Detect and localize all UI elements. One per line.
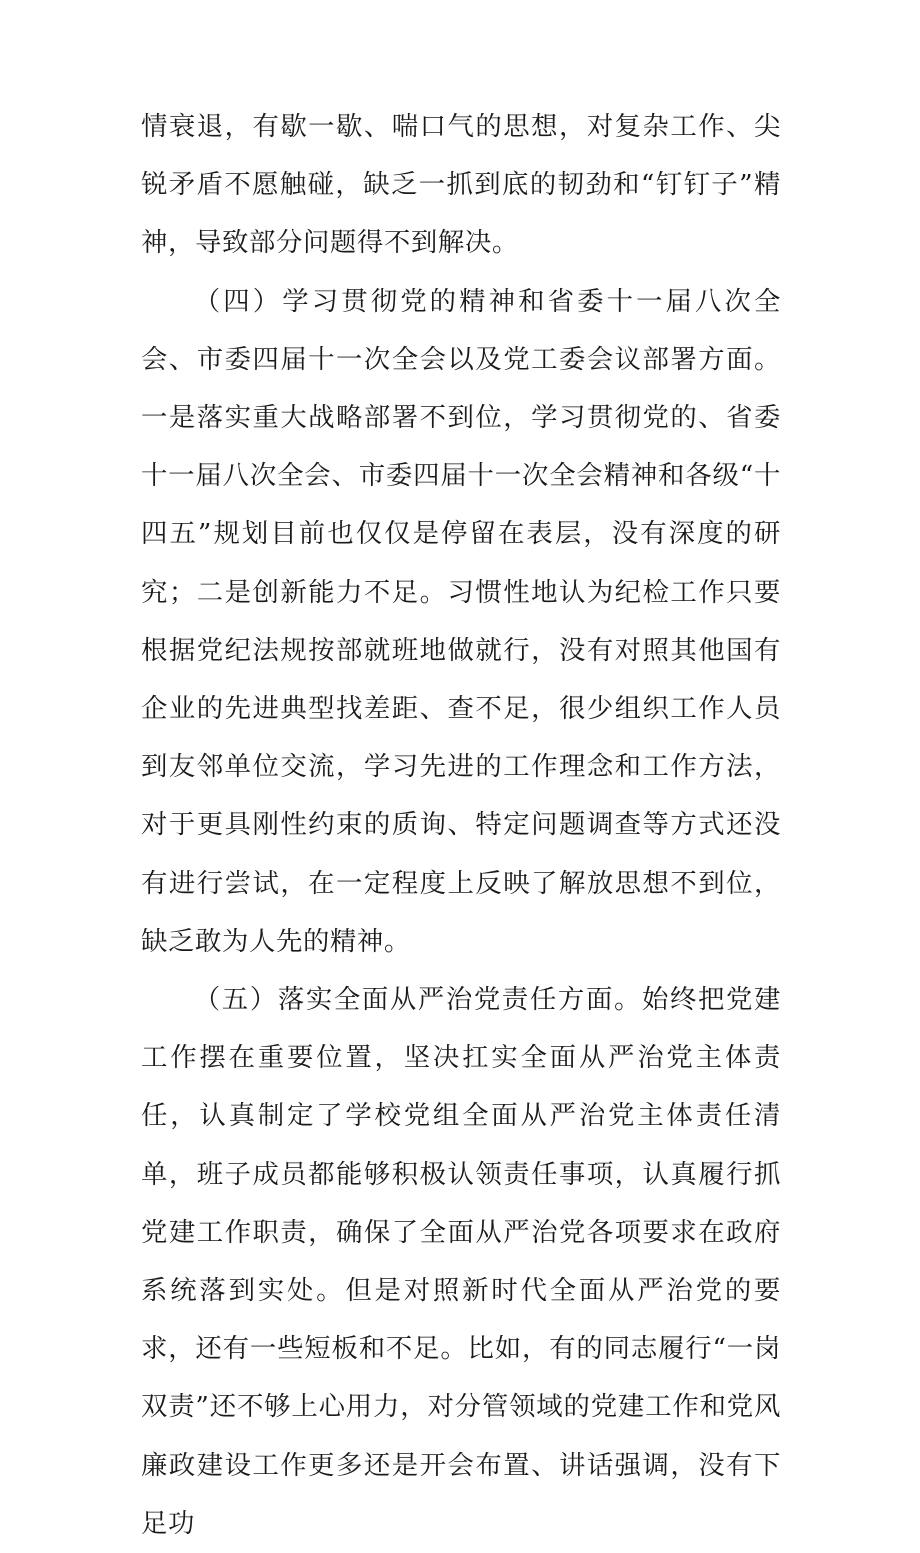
paragraph-1: 情衰退，有歇一歇、喘口气的思想，对复杂工作、尖锐矛盾不愿触碰，缺乏一抓到底的韧劲和“钉钉子”精神，导致部分问题得不到解决。 bbox=[141, 111, 781, 259]
paragraph-3: （五）落实全面从严治党责任方面。始终把党建工作摆在重要位置，坚决扛实全面从严治党主体责任，认真制定了学校党组全面从严治党主体责任清单，班子成员都能够积极认领责任事项，认真履行抓党建工作职责，确保了全面从严治党各项要求在政府系统落到实处。但是对照新时代全面从严治党的要求，还有一些短板和不足。比如，有的同志履行“一岗双责”还不够上心用力，对分管领域的党建工作和党风廉政建设工作更多还是开会布置、讲话强调，没有下足功 bbox=[141, 984, 781, 1539]
paragraph-2: （四）学习贯彻党的精神和省委十一届八次全会、市委四届十一次全会以及党工委会议部署方面。一是落实重大战略部署不到位，学习贯彻党的、省委十一届八次全会、市委四届十一次全会精神和各级“十四五”规划目前也仅仅是停留在表层，没有深度的研究；二是创新能力不足。习惯性地认为纪检工作只要根据党纪法规按部就班地做就行，没有对照其他国有企业的先进典型找差距、查不足，很少组织工作人员到友邻单位交流，学习先进的工作理念和工作方法，对于更具刚性约束的质询、特定问题调查等方式还没有进行尝试，在一定程度上反映了解放思想不到位，缺乏敢为人先的精神。 bbox=[141, 285, 781, 957]
document-body bbox=[141, 98, 781, 1553]
